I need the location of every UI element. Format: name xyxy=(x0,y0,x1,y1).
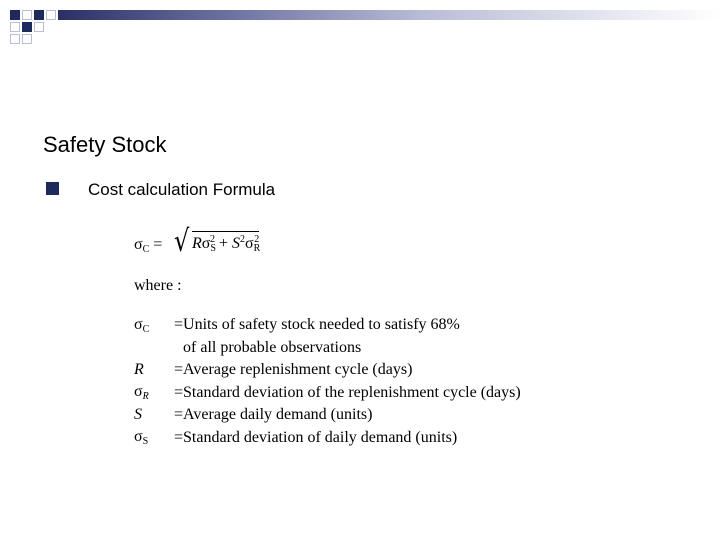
definition-symbol: R xyxy=(134,360,144,378)
definition-row xyxy=(134,314,521,337)
definition-equals xyxy=(174,337,183,360)
header-square-light xyxy=(22,34,32,44)
definition-row xyxy=(134,382,521,405)
header-square-light xyxy=(10,22,20,32)
definition-text: Standard deviation of daily demand (units) xyxy=(183,428,458,446)
definition-symbol: S xyxy=(134,405,142,423)
square-root-icon: √ xyxy=(174,224,190,259)
formula-lhs-subscript: C xyxy=(142,244,150,255)
definition-text: Units of safety stock needed to satisfy 68% xyxy=(183,316,460,334)
definition-text: Standard deviation of the replenishment cycle (days) xyxy=(183,383,521,401)
header-square-dark xyxy=(22,22,32,32)
formula-lhs-symbol: σ xyxy=(134,236,143,253)
definition-equals: = xyxy=(174,428,184,446)
definition-row xyxy=(134,404,521,427)
definition-equals: = xyxy=(174,383,184,401)
definition-symbol: $\sigma_S$ xyxy=(134,428,149,448)
header-square-light xyxy=(46,10,56,20)
slide-title: Safety Stock xyxy=(43,132,167,157)
definition-row xyxy=(134,337,521,360)
definition-equals: = xyxy=(174,361,184,379)
formula-equals: = xyxy=(149,236,163,253)
definition-text: of all probable observations xyxy=(183,338,362,356)
definition-text: Average replenishment cycle (days) xyxy=(183,361,413,379)
formula-lhs xyxy=(134,236,162,255)
header-square-dark xyxy=(10,10,20,20)
definition-row xyxy=(134,427,521,450)
formula-radicand: $R\sigma_S^2 + S^2\sigma_R^2$ xyxy=(192,231,259,254)
definition-equals: = xyxy=(174,316,184,334)
definition-text: Average daily demand (units) xyxy=(183,406,373,424)
definition-symbol xyxy=(134,337,174,360)
definition-row xyxy=(134,359,521,382)
header-square-dark xyxy=(34,10,44,20)
bullet-square-icon xyxy=(46,182,59,195)
header-square-light xyxy=(34,22,44,32)
definition-equals: = xyxy=(174,406,184,424)
header-square-light xyxy=(10,34,20,44)
definition-symbol: $\sigma_C$ xyxy=(134,315,150,335)
where-label: where : xyxy=(134,277,182,294)
header-gradient-band xyxy=(58,10,720,20)
definition-symbol: $\sigma_R$ xyxy=(134,383,149,403)
header-square-light xyxy=(22,10,32,20)
bullet-text: Cost calculation Formula xyxy=(88,180,276,199)
definitions-list xyxy=(134,314,521,449)
